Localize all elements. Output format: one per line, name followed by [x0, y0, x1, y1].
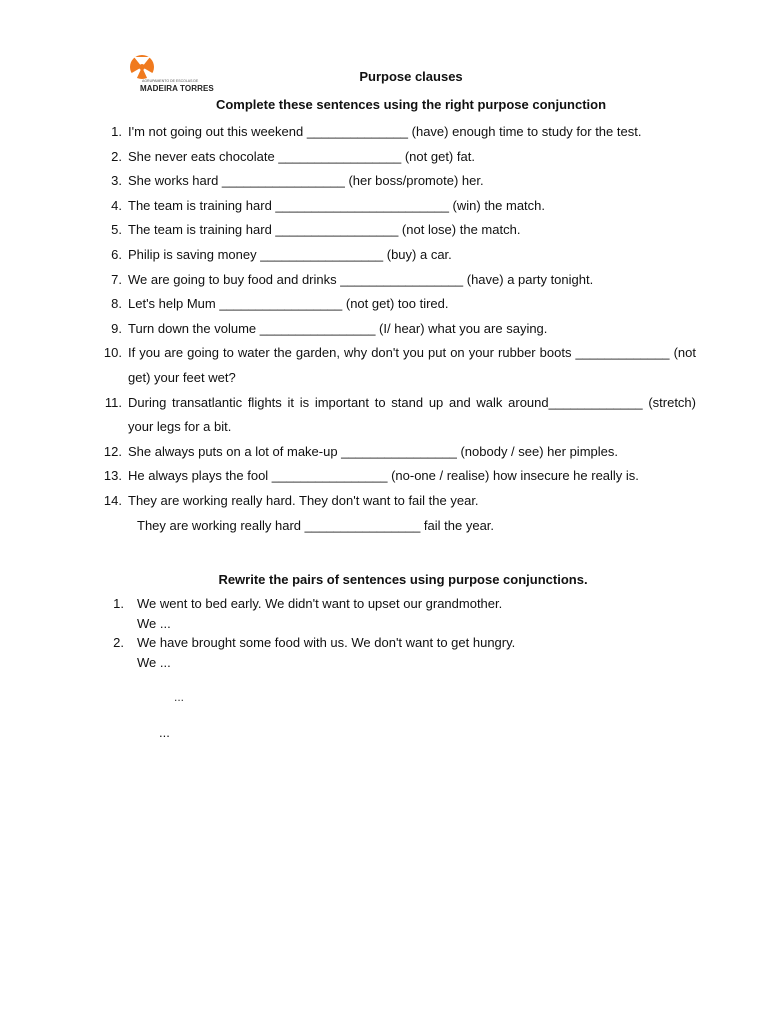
exercise-1-item — [100, 341, 696, 390]
exercise-1-item — [100, 464, 696, 489]
exercise-1-item — [100, 120, 696, 145]
item-text: If you are going to water the garden, why don't you put on your rubber boots _____________ (not — [128, 345, 696, 361]
item-number: 7. — [111, 271, 122, 287]
exercise-2-item — [100, 633, 700, 672]
exercise-1-item — [100, 391, 696, 440]
exercise-1-item — [100, 268, 696, 293]
item-number: 10. — [103, 345, 122, 361]
page-title: Purpose clauses — [359, 69, 463, 84]
item-text: During transatlantic flights it is important to stand up and walk around_____________ (stretch) — [128, 394, 696, 410]
exercise-2-list — [100, 594, 700, 672]
exercise-2-item — [100, 594, 700, 633]
item-text-continued: your legs for a bit. — [128, 419, 232, 435]
item-number: 8. — [111, 296, 122, 312]
exercise-1-item — [100, 489, 696, 538]
exercise-1-item — [100, 218, 696, 243]
item-answer-start: We ... — [137, 615, 171, 631]
exercise-1-item — [100, 317, 696, 342]
item-text: Let's help Mum _________________ (not get) too tired. — [128, 296, 449, 312]
item-number: 12. — [103, 443, 122, 459]
item-text: She never eats chocolate _________________ (not get) fat. — [128, 148, 475, 164]
exercise-1-item — [100, 169, 696, 194]
item-number: 5. — [111, 222, 122, 238]
logo-subtext: AGRUPAMENTO DE ESCOLAS DE — [142, 79, 199, 83]
trailing-dots: ... — [159, 725, 170, 740]
item-text: She always puts on a lot of make-up ________________ (nobody / see) her pimples. — [128, 443, 618, 459]
logo-name: MADEIRA TORRES — [140, 84, 214, 93]
item-number: 9. — [111, 320, 122, 336]
item-text: We are going to buy food and drinks _________________ (have) a party tonight. — [128, 271, 594, 287]
item-number: 6. — [111, 246, 122, 262]
exercise-1-item — [100, 440, 696, 465]
item-text: We went to bed early. We didn't want to upset our grandmother. — [137, 596, 503, 611]
item-number: 3. — [111, 173, 122, 189]
item-number: 14. — [103, 492, 122, 508]
item-number: 4. — [111, 197, 122, 213]
exercise-1-item — [100, 292, 696, 317]
item-number: 1. — [113, 596, 124, 611]
instruction-2: Rewrite the pairs of sentences using purpose conjunctions. — [218, 572, 588, 587]
item-text: Philip is saving money _________________ (buy) a car. — [128, 246, 452, 262]
item-answer-line: They are working really hard ________________ fail the year. — [137, 517, 495, 533]
item-text: He always plays the fool ________________ (no-one / realise) how insecure he really is. — [128, 468, 639, 484]
item-text: We have brought some food with us. We don't want to get hungry. — [137, 635, 516, 650]
exercise-1-item — [100, 145, 696, 170]
item-text: The team is training hard ________________________ (win) the match. — [128, 197, 546, 213]
item-text-continued: get) your feet wet? — [128, 369, 236, 385]
item-text: Turn down the volume ________________ (I/ hear) what you are saying. — [128, 320, 548, 336]
item-number: 11. — [104, 394, 122, 410]
item-answer-start: We ... — [137, 654, 171, 670]
item-text: I'm not going out this weekend ______________ (have) enough time to study for the test. — [128, 124, 642, 139]
item-text: The team is training hard _________________ (not lose) the match. — [128, 222, 521, 238]
exercise-1-item — [100, 243, 696, 268]
exercise-1-item — [100, 194, 696, 219]
item-number: 2. — [111, 148, 122, 164]
exercise-1-list — [100, 120, 696, 538]
item-number: 1. — [111, 124, 122, 139]
item-text: She works hard _________________ (her boss/promote) her. — [128, 173, 484, 189]
instruction-1: Complete these sentences using the right purpose conjunction — [215, 97, 607, 112]
item-text: They are working really hard. They don't want to fail the year. — [128, 492, 479, 508]
trailing-dots: ... — [174, 690, 185, 704]
item-number: 2. — [113, 635, 124, 650]
item-number: 13. — [103, 468, 122, 484]
